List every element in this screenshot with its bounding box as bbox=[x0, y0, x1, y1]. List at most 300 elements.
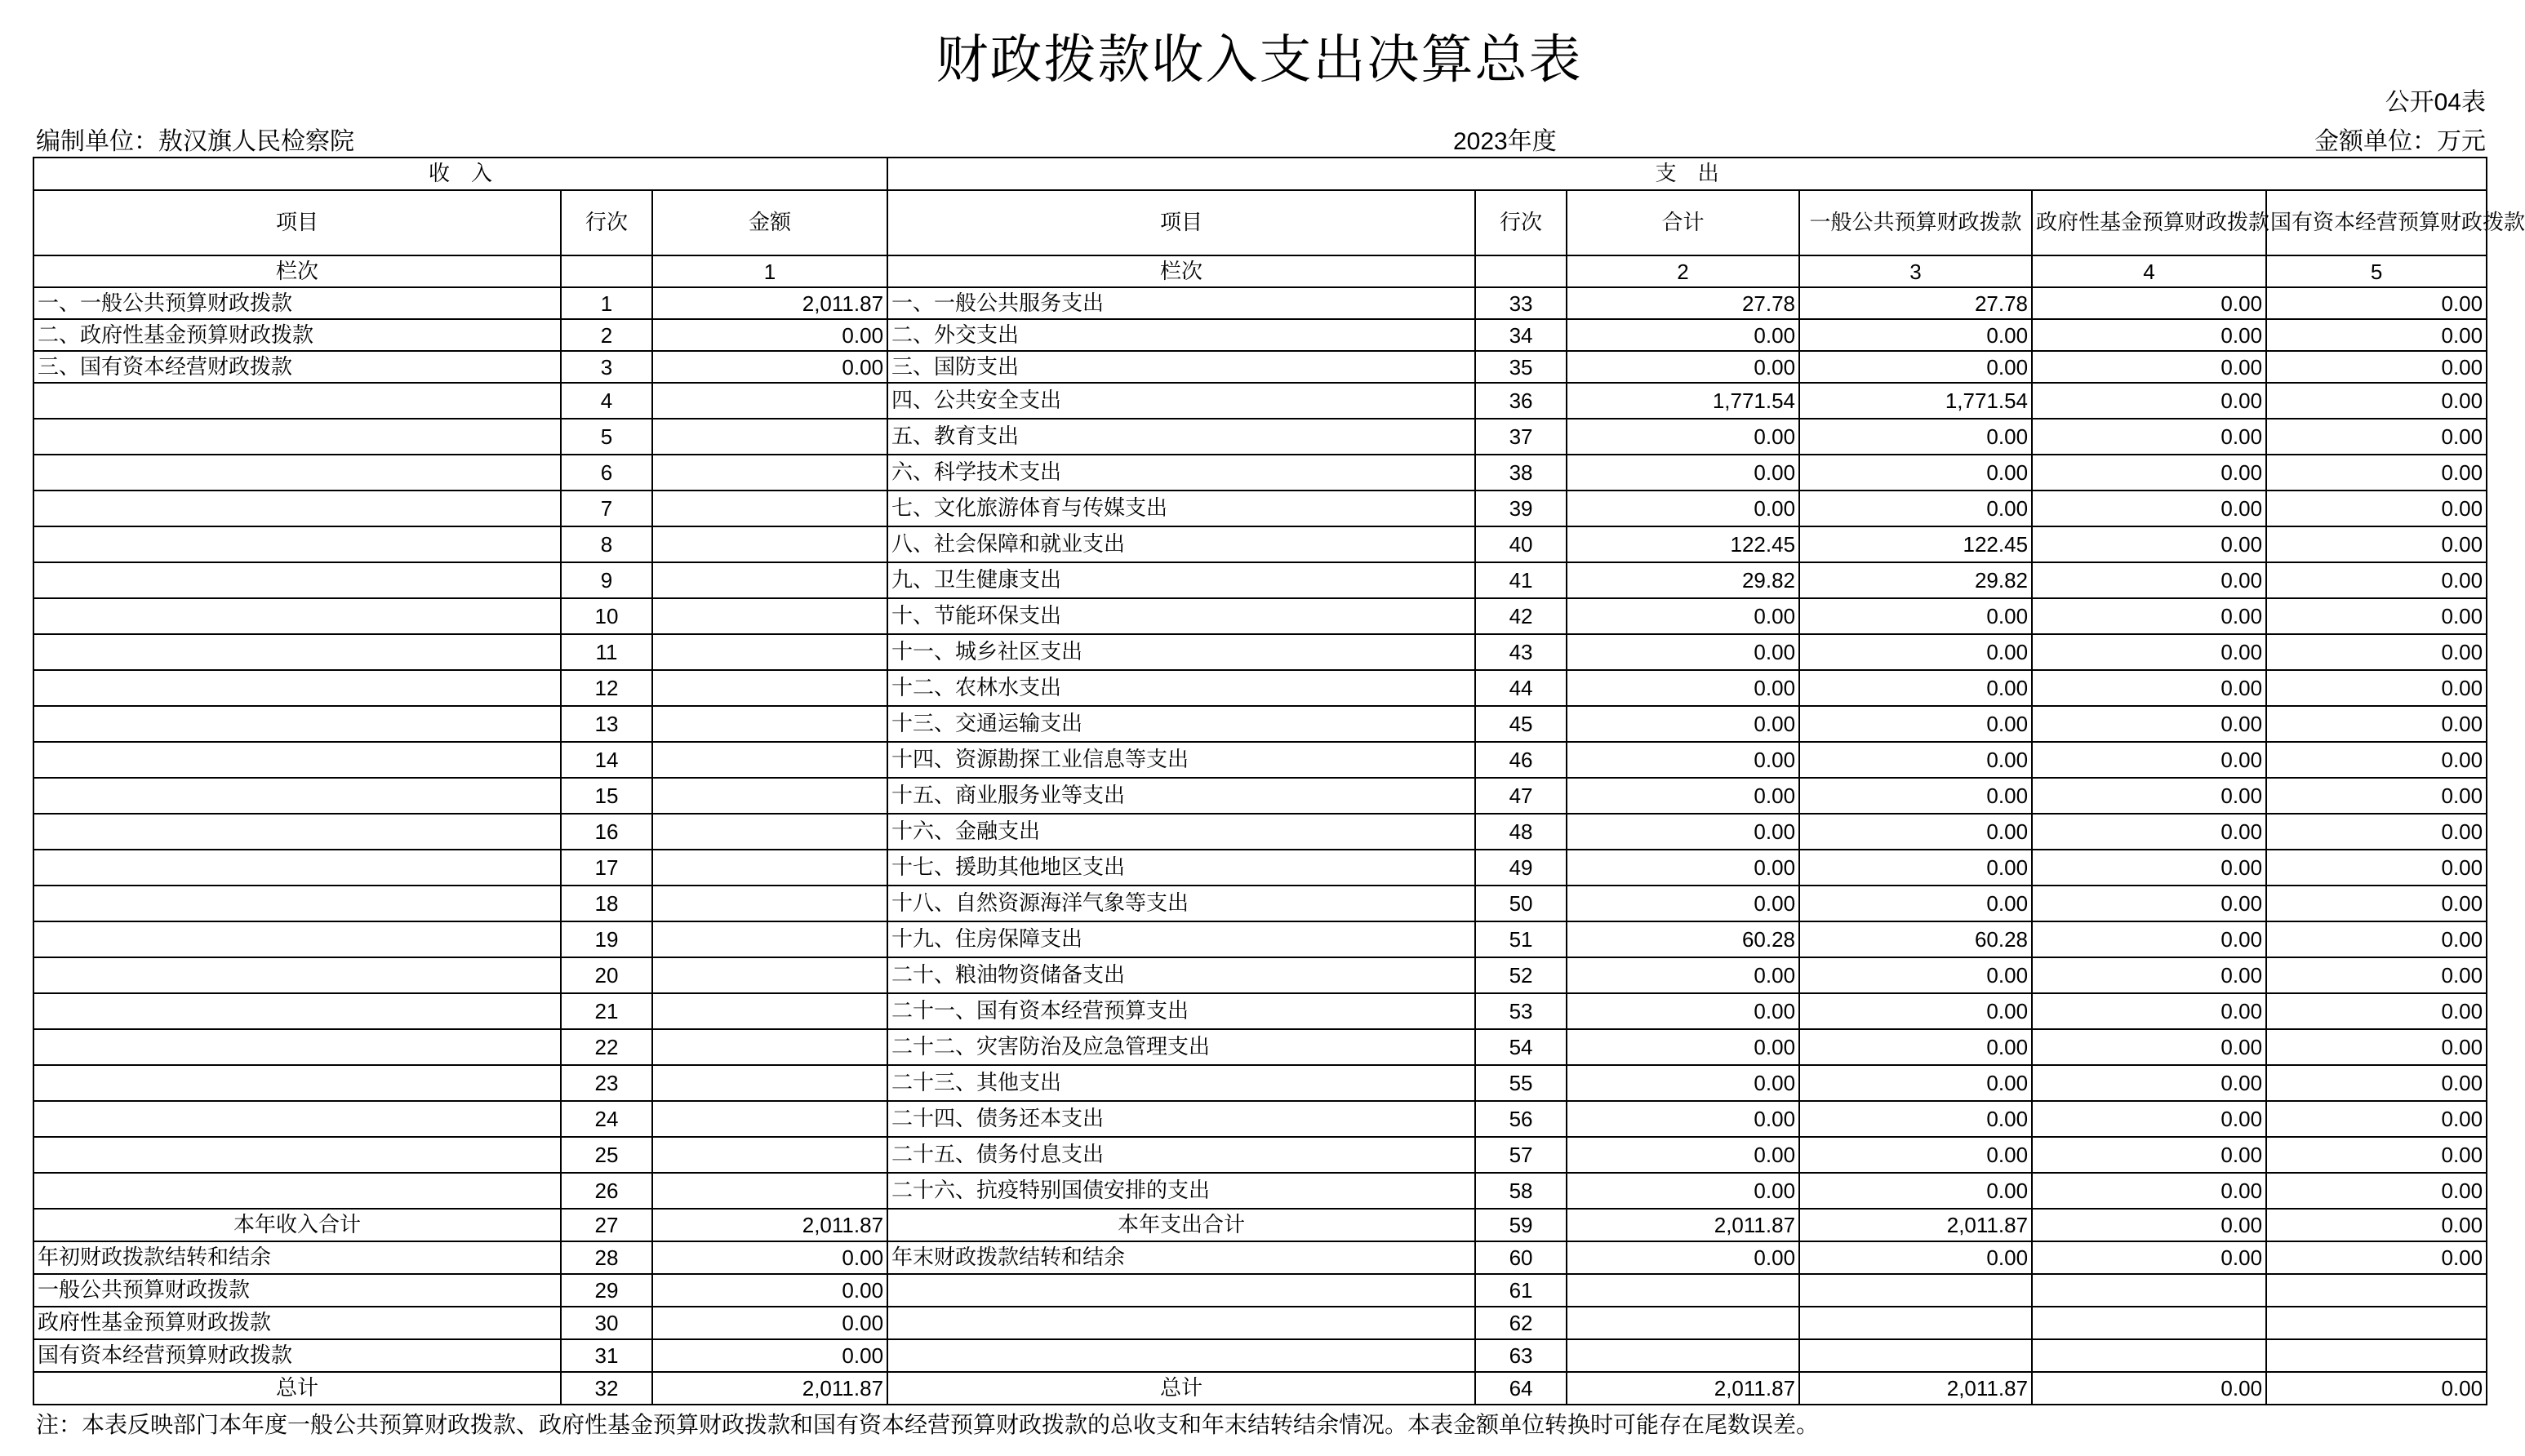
state-capital-cell: 0.00 bbox=[2266, 351, 2487, 383]
total-cell: 0.00 bbox=[1567, 455, 1799, 491]
total-cell: 0.00 bbox=[1567, 351, 1799, 383]
general-budget-cell bbox=[1799, 1307, 2032, 1339]
general-budget-cell bbox=[1799, 1274, 2032, 1307]
state-capital-cell: 0.00 bbox=[2266, 383, 2487, 419]
table-row bbox=[33, 814, 2487, 850]
income-row-no-cell: 6 bbox=[561, 455, 652, 491]
fund-budget-cell: 0.00 bbox=[2032, 1241, 2266, 1274]
fund-budget-cell bbox=[2032, 1339, 2266, 1372]
fund-budget-cell: 0.00 bbox=[2032, 1173, 2266, 1209]
state-capital-cell: 0.00 bbox=[2266, 1241, 2487, 1274]
income-row-no-cell: 23 bbox=[561, 1065, 652, 1101]
income-row-no-cell: 9 bbox=[561, 562, 652, 598]
income-amount-header: 金额 bbox=[652, 190, 887, 255]
empty-cell bbox=[1475, 255, 1567, 287]
fiscal-summary-table bbox=[33, 157, 2525, 1405]
total-cell: 0.00 bbox=[1567, 1029, 1799, 1065]
expense-item-cell: 二十、粮油物资储备支出 bbox=[887, 957, 1475, 993]
state-capital-cell: 0.00 bbox=[2266, 670, 2487, 706]
expense-row-no-cell: 48 bbox=[1475, 814, 1567, 850]
income-row-no-cell: 15 bbox=[561, 778, 652, 814]
state-capital-cell: 0.00 bbox=[2266, 921, 2487, 957]
income-amount-cell: 2,011.87 bbox=[652, 287, 887, 319]
total-cell bbox=[1567, 1274, 1799, 1307]
general-budget-cell: 0.00 bbox=[1799, 634, 2032, 670]
income-item-cell: 国有资本经营预算财政拨款 bbox=[33, 1339, 561, 1372]
table-row bbox=[33, 287, 2487, 319]
table-row bbox=[33, 957, 2487, 993]
amount-unit: 金额单位：万元 bbox=[2314, 127, 2486, 156]
expense-row-no-cell: 58 bbox=[1475, 1173, 1567, 1209]
income-item-header: 项目 bbox=[33, 190, 561, 255]
income-amount-cell bbox=[652, 526, 887, 562]
expense-item-cell: 十六、金融支出 bbox=[887, 814, 1475, 850]
table-row bbox=[33, 383, 2487, 419]
income-row-no-cell: 16 bbox=[561, 814, 652, 850]
table-row bbox=[33, 1339, 2487, 1372]
fund-budget-cell: 0.00 bbox=[2032, 921, 2266, 957]
total-cell: 0.00 bbox=[1567, 419, 1799, 455]
income-row-no-cell: 30 bbox=[561, 1307, 652, 1339]
general-budget-cell: 0.00 bbox=[1799, 351, 2032, 383]
income-amount-cell bbox=[652, 383, 887, 419]
income-row-no-cell: 20 bbox=[561, 957, 652, 993]
expense-item-cell: 五、教育支出 bbox=[887, 419, 1475, 455]
expense-item-cell bbox=[887, 1339, 1475, 1372]
total-cell: 0.00 bbox=[1567, 993, 1799, 1029]
income-row-no-cell: 14 bbox=[561, 742, 652, 778]
column-number: 3 bbox=[1799, 255, 2032, 287]
income-item-cell bbox=[33, 598, 561, 634]
expense-row-no-cell: 63 bbox=[1475, 1339, 1567, 1372]
fiscal-year: 2023年度 bbox=[1453, 128, 1557, 155]
income-item-cell bbox=[33, 491, 561, 526]
income-item-cell bbox=[33, 526, 561, 562]
table-row bbox=[33, 778, 2487, 814]
income-amount-cell bbox=[652, 886, 887, 921]
income-amount-cell bbox=[652, 491, 887, 526]
income-item-cell: 年初财政拨款结转和结余 bbox=[33, 1241, 561, 1274]
general-budget-cell: 0.00 bbox=[1799, 850, 2032, 886]
table-row bbox=[33, 351, 2487, 383]
state-capital-cell: 0.00 bbox=[2266, 1101, 2487, 1137]
income-amount-cell bbox=[652, 957, 887, 993]
table-row bbox=[33, 598, 2487, 634]
state-capital-cell: 0.00 bbox=[2266, 598, 2487, 634]
expense-row-no-cell: 40 bbox=[1475, 526, 1567, 562]
expense-item-cell: 一、一般公共服务支出 bbox=[887, 287, 1475, 319]
state-capital-cell bbox=[2266, 1307, 2487, 1339]
expense-row-no-cell: 33 bbox=[1475, 287, 1567, 319]
table-row bbox=[33, 491, 2487, 526]
expense-item-cell: 二、外交支出 bbox=[887, 319, 1475, 351]
table-row bbox=[33, 1065, 2487, 1101]
expense-item-cell: 十一、城乡社区支出 bbox=[887, 634, 1475, 670]
table-row bbox=[33, 886, 2487, 921]
general-budget-cell: 27.78 bbox=[1799, 287, 2032, 319]
fund-budget-header: 政府性基金预算财政拨款 bbox=[2032, 190, 2266, 255]
expense-item-cell: 十七、援助其他地区支出 bbox=[887, 850, 1475, 886]
expense-row-no-cell: 34 bbox=[1475, 319, 1567, 351]
state-capital-cell: 0.00 bbox=[2266, 1065, 2487, 1101]
income-item-cell bbox=[33, 562, 561, 598]
total-cell: 1,771.54 bbox=[1567, 383, 1799, 419]
total-cell: 0.00 bbox=[1567, 706, 1799, 742]
table-row bbox=[33, 993, 2487, 1029]
total-cell: 0.00 bbox=[1567, 886, 1799, 921]
fund-budget-cell: 0.00 bbox=[2032, 634, 2266, 670]
total-cell: 60.28 bbox=[1567, 921, 1799, 957]
expense-item-cell: 十八、自然资源海洋气象等支出 bbox=[887, 886, 1475, 921]
total-cell: 0.00 bbox=[1567, 491, 1799, 526]
expense-item-cell: 十四、资源勘探工业信息等支出 bbox=[887, 742, 1475, 778]
table-row bbox=[33, 1029, 2487, 1065]
general-budget-cell: 29.82 bbox=[1799, 562, 2032, 598]
fund-budget-cell: 0.00 bbox=[2032, 850, 2266, 886]
income-row-no-cell: 3 bbox=[561, 351, 652, 383]
table-row bbox=[33, 1209, 2487, 1241]
table-row bbox=[33, 1372, 2487, 1405]
table-row bbox=[33, 850, 2487, 886]
table-code: 公开04表 bbox=[2385, 89, 2486, 116]
income-amount-cell bbox=[652, 993, 887, 1029]
total-cell: 0.00 bbox=[1567, 1173, 1799, 1209]
expense-item-cell: 二十二、灾害防治及应急管理支出 bbox=[887, 1029, 1475, 1065]
column-label: 栏次 bbox=[887, 255, 1475, 287]
expense-row-no-cell: 55 bbox=[1475, 1065, 1567, 1101]
state-capital-cell: 0.00 bbox=[2266, 634, 2487, 670]
expense-item-cell bbox=[887, 1307, 1475, 1339]
income-amount-cell bbox=[652, 742, 887, 778]
state-capital-cell: 0.00 bbox=[2266, 1173, 2487, 1209]
income-row-no-cell: 7 bbox=[561, 491, 652, 526]
income-item-cell bbox=[33, 1029, 561, 1065]
state-capital-cell: 0.00 bbox=[2266, 319, 2487, 351]
expense-item-cell: 三、国防支出 bbox=[887, 351, 1475, 383]
income-row-no-cell: 24 bbox=[561, 1101, 652, 1137]
total-cell: 0.00 bbox=[1567, 1101, 1799, 1137]
total-cell: 122.45 bbox=[1567, 526, 1799, 562]
expense-row-no-cell: 51 bbox=[1475, 921, 1567, 957]
income-amount-cell bbox=[652, 670, 887, 706]
fund-budget-cell: 0.00 bbox=[2032, 670, 2266, 706]
report-title: 财政拨款收入支出决算总表 bbox=[936, 30, 1583, 91]
income-item-cell bbox=[33, 742, 561, 778]
income-amount-cell bbox=[652, 598, 887, 634]
income-item-cell: 一般公共预算财政拨款 bbox=[33, 1274, 561, 1307]
income-amount-cell bbox=[652, 706, 887, 742]
income-row-no-cell: 25 bbox=[561, 1137, 652, 1173]
fund-budget-cell bbox=[2032, 1274, 2266, 1307]
expense-row-no-cell: 44 bbox=[1475, 670, 1567, 706]
general-budget-cell: 2,011.87 bbox=[1799, 1372, 2032, 1405]
table-row bbox=[33, 742, 2487, 778]
income-item-cell bbox=[33, 1137, 561, 1173]
income-amount-cell bbox=[652, 562, 887, 598]
total-cell: 0.00 bbox=[1567, 1241, 1799, 1274]
income-amount-cell: 0.00 bbox=[652, 1339, 887, 1372]
income-item-cell bbox=[33, 419, 561, 455]
income-amount-cell: 0.00 bbox=[652, 1241, 887, 1274]
state-capital-cell: 0.00 bbox=[2266, 287, 2487, 319]
expense-item-cell: 四、公共安全支出 bbox=[887, 383, 1475, 419]
expense-row-no-cell: 52 bbox=[1475, 957, 1567, 993]
state-capital-cell: 0.00 bbox=[2266, 993, 2487, 1029]
state-capital-cell: 0.00 bbox=[2266, 850, 2487, 886]
expense-row-no-cell: 35 bbox=[1475, 351, 1567, 383]
expense-item-cell: 二十三、其他支出 bbox=[887, 1065, 1475, 1101]
table-row bbox=[33, 419, 2487, 455]
expense-row-no-cell: 37 bbox=[1475, 419, 1567, 455]
state-capital-cell: 0.00 bbox=[2266, 742, 2487, 778]
general-budget-cell: 0.00 bbox=[1799, 742, 2032, 778]
state-capital-cell: 0.00 bbox=[2266, 526, 2487, 562]
total-cell: 0.00 bbox=[1567, 742, 1799, 778]
expense-row-no-cell: 38 bbox=[1475, 455, 1567, 491]
income-item-cell bbox=[33, 778, 561, 814]
fund-budget-cell: 0.00 bbox=[2032, 383, 2266, 419]
income-amount-cell bbox=[652, 1137, 887, 1173]
state-capital-cell: 0.00 bbox=[2266, 491, 2487, 526]
income-item-cell bbox=[33, 886, 561, 921]
expense-row-no-cell: 53 bbox=[1475, 993, 1567, 1029]
income-item-cell bbox=[33, 670, 561, 706]
state-capital-cell: 0.00 bbox=[2266, 419, 2487, 455]
expense-row-no-cell: 41 bbox=[1475, 562, 1567, 598]
table-row bbox=[33, 1137, 2487, 1173]
fund-budget-cell: 0.00 bbox=[2032, 814, 2266, 850]
total-cell: 0.00 bbox=[1567, 957, 1799, 993]
fund-budget-cell: 0.00 bbox=[2032, 1101, 2266, 1137]
column-number: 5 bbox=[2266, 255, 2487, 287]
general-budget-cell bbox=[1799, 1339, 2032, 1372]
table-row bbox=[33, 526, 2487, 562]
state-capital-header: 国有资本经营预算财政拨款 bbox=[2266, 190, 2487, 255]
income-row-no-cell: 28 bbox=[561, 1241, 652, 1274]
expense-row-no-header: 行次 bbox=[1475, 190, 1567, 255]
state-capital-cell bbox=[2266, 1274, 2487, 1307]
total-cell: 0.00 bbox=[1567, 598, 1799, 634]
fund-budget-cell: 0.00 bbox=[2032, 287, 2266, 319]
expense-row-no-cell: 46 bbox=[1475, 742, 1567, 778]
fund-budget-cell: 0.00 bbox=[2032, 419, 2266, 455]
total-cell: 27.78 bbox=[1567, 287, 1799, 319]
expense-item-cell: 九、卫生健康支出 bbox=[887, 562, 1475, 598]
expense-row-no-cell: 62 bbox=[1475, 1307, 1567, 1339]
expense-item-cell: 二十四、债务还本支出 bbox=[887, 1101, 1475, 1137]
income-row-no-cell: 21 bbox=[561, 993, 652, 1029]
fund-budget-cell: 0.00 bbox=[2032, 778, 2266, 814]
general-budget-cell: 1,771.54 bbox=[1799, 383, 2032, 419]
income-row-no-cell: 8 bbox=[561, 526, 652, 562]
income-amount-cell bbox=[652, 850, 887, 886]
income-row-no-cell: 5 bbox=[561, 419, 652, 455]
income-item-cell bbox=[33, 1101, 561, 1137]
general-budget-cell: 0.00 bbox=[1799, 993, 2032, 1029]
fund-budget-cell: 0.00 bbox=[2032, 706, 2266, 742]
general-budget-cell: 2,011.87 bbox=[1799, 1209, 2032, 1241]
total-cell: 0.00 bbox=[1567, 850, 1799, 886]
income-item-cell bbox=[33, 921, 561, 957]
general-budget-cell: 0.00 bbox=[1799, 598, 2032, 634]
total-cell: 0.00 bbox=[1567, 1137, 1799, 1173]
fund-budget-cell: 0.00 bbox=[2032, 598, 2266, 634]
state-capital-cell: 0.00 bbox=[2266, 1372, 2487, 1405]
expense-item-cell: 十五、商业服务业等支出 bbox=[887, 778, 1475, 814]
table-row bbox=[33, 634, 2487, 670]
expense-item-cell: 总计 bbox=[887, 1372, 1475, 1405]
expense-item-cell: 二十六、抗疫特别国债安排的支出 bbox=[887, 1173, 1475, 1209]
total-cell: 0.00 bbox=[1567, 670, 1799, 706]
income-amount-cell: 0.00 bbox=[652, 351, 887, 383]
expense-row-no-cell: 59 bbox=[1475, 1209, 1567, 1241]
income-item-cell: 二、政府性基金预算财政拨款 bbox=[33, 319, 561, 351]
expense-item-cell: 二十一、国有资本经营预算支出 bbox=[887, 993, 1475, 1029]
fund-budget-cell: 0.00 bbox=[2032, 1209, 2266, 1241]
total-cell: 0.00 bbox=[1567, 319, 1799, 351]
general-budget-cell: 0.00 bbox=[1799, 455, 2032, 491]
state-capital-cell: 0.00 bbox=[2266, 455, 2487, 491]
income-item-cell bbox=[33, 634, 561, 670]
table-row bbox=[33, 921, 2487, 957]
expense-row-no-cell: 61 bbox=[1475, 1274, 1567, 1307]
income-amount-cell bbox=[652, 1065, 887, 1101]
expense-row-no-cell: 49 bbox=[1475, 850, 1567, 886]
income-row-no-cell: 4 bbox=[561, 383, 652, 419]
table-row bbox=[33, 1101, 2487, 1137]
income-group-header: 收 入 bbox=[33, 158, 887, 190]
table-row bbox=[33, 1173, 2487, 1209]
state-capital-cell: 0.00 bbox=[2266, 814, 2487, 850]
fund-budget-cell: 0.00 bbox=[2032, 1372, 2266, 1405]
total-cell bbox=[1567, 1307, 1799, 1339]
expense-item-cell: 六、科学技术支出 bbox=[887, 455, 1475, 491]
general-budget-cell: 0.00 bbox=[1799, 319, 2032, 351]
income-amount-cell bbox=[652, 1029, 887, 1065]
income-amount-cell bbox=[652, 1101, 887, 1137]
expense-item-cell: 十、节能环保支出 bbox=[887, 598, 1475, 634]
general-budget-cell: 60.28 bbox=[1799, 921, 2032, 957]
income-row-no-cell: 2 bbox=[561, 319, 652, 351]
general-budget-cell: 0.00 bbox=[1799, 886, 2032, 921]
expense-row-no-cell: 64 bbox=[1475, 1372, 1567, 1405]
income-row-no-cell: 32 bbox=[561, 1372, 652, 1405]
group-header-row bbox=[33, 158, 2487, 190]
column-header-row bbox=[33, 190, 2487, 255]
fund-budget-cell: 0.00 bbox=[2032, 351, 2266, 383]
table-row bbox=[33, 1241, 2487, 1274]
expense-item-cell: 十二、农林水支出 bbox=[887, 670, 1475, 706]
income-row-no-header: 行次 bbox=[561, 190, 652, 255]
fund-budget-cell: 0.00 bbox=[2032, 455, 2266, 491]
column-number: 4 bbox=[2032, 255, 2266, 287]
income-row-no-cell: 26 bbox=[561, 1173, 652, 1209]
table-row bbox=[33, 1307, 2487, 1339]
total-cell: 0.00 bbox=[1567, 814, 1799, 850]
state-capital-cell: 0.00 bbox=[2266, 886, 2487, 921]
fund-budget-cell bbox=[2032, 1307, 2266, 1339]
state-capital-cell: 0.00 bbox=[2266, 957, 2487, 993]
expense-row-no-cell: 36 bbox=[1475, 383, 1567, 419]
table-row bbox=[33, 1274, 2487, 1307]
income-amount-cell bbox=[652, 634, 887, 670]
income-amount-cell: 2,011.87 bbox=[652, 1372, 887, 1405]
income-item-cell bbox=[33, 706, 561, 742]
expense-item-cell: 本年支出合计 bbox=[887, 1209, 1475, 1241]
expense-group-header: 支 出 bbox=[887, 158, 2487, 190]
total-cell bbox=[1567, 1339, 1799, 1372]
general-budget-cell: 0.00 bbox=[1799, 491, 2032, 526]
general-budget-cell: 0.00 bbox=[1799, 1101, 2032, 1137]
column-number: 2 bbox=[1567, 255, 1799, 287]
income-row-no-cell: 27 bbox=[561, 1209, 652, 1241]
state-capital-cell: 0.00 bbox=[2266, 562, 2487, 598]
fund-budget-cell: 0.00 bbox=[2032, 1029, 2266, 1065]
general-budget-cell: 122.45 bbox=[1799, 526, 2032, 562]
state-capital-cell: 0.00 bbox=[2266, 1209, 2487, 1241]
general-budget-cell: 0.00 bbox=[1799, 1173, 2032, 1209]
income-amount-cell bbox=[652, 814, 887, 850]
table-row bbox=[33, 562, 2487, 598]
expense-item-cell: 八、社会保障和就业支出 bbox=[887, 526, 1475, 562]
total-header: 合计 bbox=[1567, 190, 1799, 255]
income-row-no-cell: 11 bbox=[561, 634, 652, 670]
total-cell: 0.00 bbox=[1567, 1065, 1799, 1101]
income-item-cell: 三、国有资本经营财政拨款 bbox=[33, 351, 561, 383]
table-row bbox=[33, 706, 2487, 742]
income-row-no-cell: 17 bbox=[561, 850, 652, 886]
general-budget-cell: 0.00 bbox=[1799, 670, 2032, 706]
total-cell: 2,011.87 bbox=[1567, 1372, 1799, 1405]
expense-row-no-cell: 57 bbox=[1475, 1137, 1567, 1173]
column-number-row bbox=[33, 255, 2487, 287]
fund-budget-cell: 0.00 bbox=[2032, 562, 2266, 598]
income-row-no-cell: 1 bbox=[561, 287, 652, 319]
income-item-cell: 一、一般公共预算财政拨款 bbox=[33, 287, 561, 319]
general-budget-cell: 0.00 bbox=[1799, 706, 2032, 742]
income-row-no-cell: 31 bbox=[561, 1339, 652, 1372]
expense-item-cell: 十九、住房保障支出 bbox=[887, 921, 1475, 957]
state-capital-cell: 0.00 bbox=[2266, 778, 2487, 814]
fund-budget-cell: 0.00 bbox=[2032, 526, 2266, 562]
expense-row-no-cell: 50 bbox=[1475, 886, 1567, 921]
expense-item-cell: 年末财政拨款结转和结余 bbox=[887, 1241, 1475, 1274]
income-item-cell: 政府性基金预算财政拨款 bbox=[33, 1307, 561, 1339]
fund-budget-cell: 0.00 bbox=[2032, 491, 2266, 526]
table-row bbox=[33, 670, 2487, 706]
income-row-no-cell: 12 bbox=[561, 670, 652, 706]
column-number: 1 bbox=[652, 255, 887, 287]
expense-item-cell: 十三、交通运输支出 bbox=[887, 706, 1475, 742]
general-budget-cell: 0.00 bbox=[1799, 814, 2032, 850]
state-capital-cell: 0.00 bbox=[2266, 1029, 2487, 1065]
income-item-cell bbox=[33, 850, 561, 886]
general-budget-cell: 0.00 bbox=[1799, 778, 2032, 814]
expense-row-no-cell: 43 bbox=[1475, 634, 1567, 670]
income-row-no-cell: 29 bbox=[561, 1274, 652, 1307]
income-row-no-cell: 10 bbox=[561, 598, 652, 634]
total-cell: 29.82 bbox=[1567, 562, 1799, 598]
income-row-no-cell: 13 bbox=[561, 706, 652, 742]
expense-row-no-cell: 45 bbox=[1475, 706, 1567, 742]
expense-row-no-cell: 42 bbox=[1475, 598, 1567, 634]
footnote: 注：本表反映部门本年度一般公共预算财政拨款、政府性基金预算财政拨款和国有资本经营预算财政拨款的总收支和年末结转结余情况。本表金额单位转换时可能存在尾数误差。 bbox=[36, 1411, 1820, 1438]
fund-budget-cell: 0.00 bbox=[2032, 1065, 2266, 1101]
expense-row-no-cell: 56 bbox=[1475, 1101, 1567, 1137]
income-amount-cell bbox=[652, 455, 887, 491]
table-row bbox=[33, 455, 2487, 491]
general-budget-cell: 0.00 bbox=[1799, 1029, 2032, 1065]
